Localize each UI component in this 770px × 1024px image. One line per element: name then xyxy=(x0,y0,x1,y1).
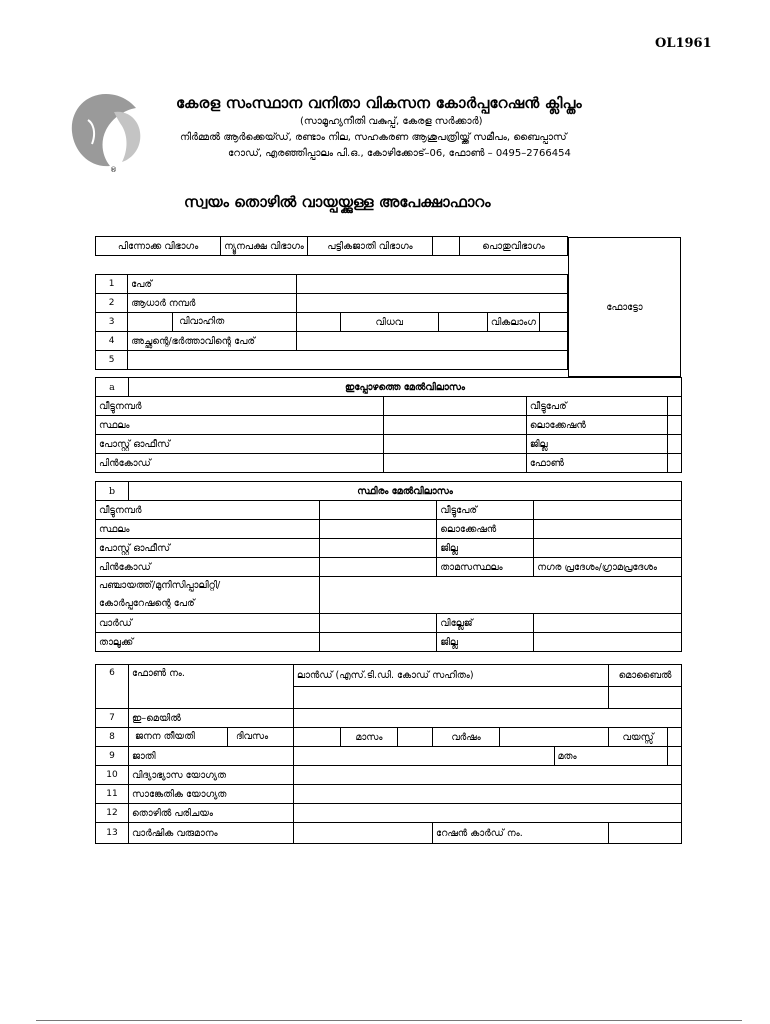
mobile-field[interactable] xyxy=(609,687,682,709)
caste-field[interactable] xyxy=(294,747,555,766)
house-name-field[interactable] xyxy=(667,397,681,416)
phone-field[interactable] xyxy=(667,454,681,473)
house-name-field[interactable] xyxy=(534,501,682,520)
landline-field[interactable] xyxy=(294,687,609,709)
month-field[interactable] xyxy=(398,728,433,747)
religion-label: മതം xyxy=(554,747,668,766)
place-label: സ്ഥലം xyxy=(96,416,384,435)
house-no-field[interactable] xyxy=(383,397,526,416)
village-field[interactable] xyxy=(534,614,682,633)
row-number: 9 xyxy=(96,747,129,766)
post-office-field[interactable] xyxy=(320,539,437,558)
section-key: a xyxy=(96,378,129,397)
phone-no-label: ഫോൺ നം. xyxy=(129,665,294,709)
photo-label: ഫോട്ടോ xyxy=(606,301,643,313)
technical-field[interactable] xyxy=(294,785,682,804)
district-label: ജില്ല xyxy=(526,435,667,454)
permanent-address-heading: സ്ഥിരം മേൽവിലാസം xyxy=(129,482,682,501)
row-number: 10 xyxy=(96,766,129,785)
row-5-field[interactable] xyxy=(128,351,568,370)
residence-value[interactable]: നഗര പ്രദേശം/ഗ്രാമപ്രദേശം xyxy=(534,558,682,577)
religion-field[interactable] xyxy=(668,747,682,766)
row-number: 4 xyxy=(96,332,128,351)
district-field[interactable] xyxy=(534,539,682,558)
personal-table xyxy=(95,274,568,370)
category-backward[interactable]: പിന്നോക്ക വിഭാഗം xyxy=(96,237,221,256)
widow-label: വിധവ xyxy=(340,313,438,332)
dob-label: ജനന തീയതി xyxy=(129,728,228,746)
married-label: വിവാഹിത xyxy=(179,316,225,327)
district-field[interactable] xyxy=(534,633,682,652)
organisation-logo xyxy=(66,90,146,174)
form-code: OL1961 xyxy=(655,36,712,51)
panchayat-label-line-1: പഞ്ചായത്ത്/മുനിസിപ്പാലിറ്റി/ xyxy=(99,580,221,591)
landline-label: ലാൻഡ് (എസ്.ടി.ഡി. കോഡ് സഹിതം) xyxy=(294,665,609,687)
form-title: സ്വയം തൊഴിൽ വായ്പയ്ക്കുള്ള അപേക്ഷാഫാറം xyxy=(184,193,491,211)
day-field[interactable] xyxy=(294,728,341,747)
age-label: വയസ്സ് xyxy=(609,728,668,747)
year-field[interactable] xyxy=(500,728,609,747)
location-field[interactable] xyxy=(534,520,682,539)
house-no-label: വീട്ടുനമ്പർ xyxy=(96,501,320,520)
ward-field[interactable] xyxy=(320,614,437,633)
category-general[interactable]: പൊതുവിഭാഗം xyxy=(460,237,568,256)
village-label: വില്ലേജ് xyxy=(437,614,534,633)
ward-label: വാർഡ് xyxy=(96,614,320,633)
residence-label: താമസസ്ഥലം xyxy=(437,558,534,577)
district-label: ജില്ല xyxy=(437,539,534,558)
day-label: ദിവസം xyxy=(236,731,269,742)
row-number: 1 xyxy=(96,275,128,294)
widow-field[interactable] xyxy=(438,313,487,332)
post-office-field[interactable] xyxy=(383,435,526,454)
pincode-label: പിൻകോഡ് xyxy=(96,558,320,577)
district-field[interactable] xyxy=(667,435,681,454)
ration-card-field[interactable] xyxy=(609,823,682,844)
panchayat-label xyxy=(96,577,320,614)
category-minority[interactable]: ന്യൂനപക്ഷ വിഭാഗം xyxy=(221,237,308,256)
row-number: 7 xyxy=(96,709,129,728)
income-field[interactable] xyxy=(294,823,433,844)
technical-label: സാങ്കേതിക യോഗ്യത xyxy=(129,785,294,804)
age-field[interactable] xyxy=(668,728,682,747)
row-number: 6 xyxy=(96,665,129,709)
present-address-table xyxy=(95,377,682,473)
present-address-heading: ഇപ്പോഴത്തെ മേൽവിലാസം xyxy=(129,378,682,397)
organisation-title: കേരള സംസ്ഥാന വനിതാ വികസന കോർപ്പറേഷൻ ക്ലിപ്തം xyxy=(176,94,582,112)
panchayat-label-line-2: കോർപ്പറേഷന്റെ പേര് xyxy=(99,598,195,609)
row-number: 11 xyxy=(96,785,129,804)
taluk-field[interactable] xyxy=(320,633,437,652)
location-field[interactable] xyxy=(667,416,681,435)
department-line: (സാമൂഹ്യനീതി വകുപ്പ്, കേരള സർക്കാർ) xyxy=(300,116,483,127)
experience-field[interactable] xyxy=(294,804,682,823)
location-label: ലൊക്കേഷൻ xyxy=(526,416,667,435)
aadhaar-label: ആധാർ നമ്പർ xyxy=(128,294,297,313)
name-field[interactable] xyxy=(297,275,568,294)
post-office-label: പോസ്റ്റ് ഓഫീസ് xyxy=(96,539,320,558)
name-label: പേര് xyxy=(128,275,297,294)
mobile-label: മൊബൈൽ xyxy=(609,665,682,687)
row-number: 13 xyxy=(96,823,129,844)
disabled-label: വികലാംഗ xyxy=(487,313,539,332)
pincode-field[interactable] xyxy=(383,454,526,473)
section-key: b xyxy=(96,482,129,501)
post-office-label: പോസ്റ്റ് ഓഫീസ് xyxy=(96,435,384,454)
education-label: വിദ്യാഭ്യാസ യോഗ്യത xyxy=(129,766,294,785)
father-label: അച്ഛന്റെ/ഭർത്താവിന്റെ പേര് xyxy=(128,332,297,351)
disabled-field[interactable] xyxy=(539,313,567,332)
month-label: മാസം xyxy=(341,728,398,747)
photo-box[interactable] xyxy=(568,237,681,377)
education-field[interactable] xyxy=(294,766,682,785)
ration-card-label: റേഷൻ കാർഡ് നം. xyxy=(433,823,609,844)
house-name-label: വീട്ടുപേര് xyxy=(526,397,667,416)
category-table xyxy=(95,236,568,256)
place-field[interactable] xyxy=(320,520,437,539)
email-label: ഇ–മെയിൽ xyxy=(129,709,294,728)
experience-label: തൊഴിൽ പരിചയം xyxy=(129,804,294,823)
house-no-field[interactable] xyxy=(320,501,437,520)
married-check[interactable] xyxy=(128,313,173,331)
location-label: ലൊക്കേഷൻ xyxy=(437,520,534,539)
address-line-2: റോഡ്, എരഞ്ഞിപ്പാലം പി.ഒ., കോഴിക്കോട്–06, ഫോൺ – 0495–2766454 xyxy=(228,148,571,159)
row-number: 12 xyxy=(96,804,129,823)
page-divider xyxy=(36,1020,742,1021)
father-field[interactable] xyxy=(297,332,568,351)
row-number: 8 xyxy=(96,728,129,747)
pincode-label: പിൻകോഡ് xyxy=(96,454,384,473)
caste-label: ജാതി xyxy=(129,747,294,766)
house-no-label: വീട്ടുനമ്പർ xyxy=(96,397,384,416)
married-field[interactable] xyxy=(297,313,340,332)
place-label: സ്ഥലം xyxy=(96,520,320,539)
year-label: വർഷം xyxy=(433,728,500,747)
house-name-label: വീട്ടുപേര് xyxy=(437,501,534,520)
place-field[interactable] xyxy=(383,416,526,435)
aadhaar-field[interactable] xyxy=(297,294,568,313)
district-label: ജില്ല xyxy=(437,633,534,652)
panchayat-field[interactable] xyxy=(320,577,682,614)
row-number: 2 xyxy=(96,294,128,313)
category-blank[interactable] xyxy=(433,237,460,256)
pincode-field[interactable] xyxy=(320,558,437,577)
details-table xyxy=(95,664,682,844)
income-label: വാർഷിക വരുമാനം xyxy=(129,823,294,844)
row-number: 5 xyxy=(96,351,128,370)
taluk-label: താലൂക്ക് xyxy=(96,633,320,652)
email-field[interactable] xyxy=(294,709,682,728)
registered-mark: ® xyxy=(110,166,117,174)
row-number: 3 xyxy=(96,313,128,332)
category-sc[interactable]: പട്ടികജാതി വിഭാഗം xyxy=(308,237,433,256)
permanent-address-table xyxy=(95,481,682,652)
address-line-1: നിർമ്മൽ ആർക്കെയ്ഡ്, രണ്ടാം നില, സഹകരണ ആശുപത്രിയ്ക്ക് സമീപം, ബൈപ്പാസ് xyxy=(180,132,567,143)
phone-label: ഫോൺ xyxy=(526,454,667,473)
